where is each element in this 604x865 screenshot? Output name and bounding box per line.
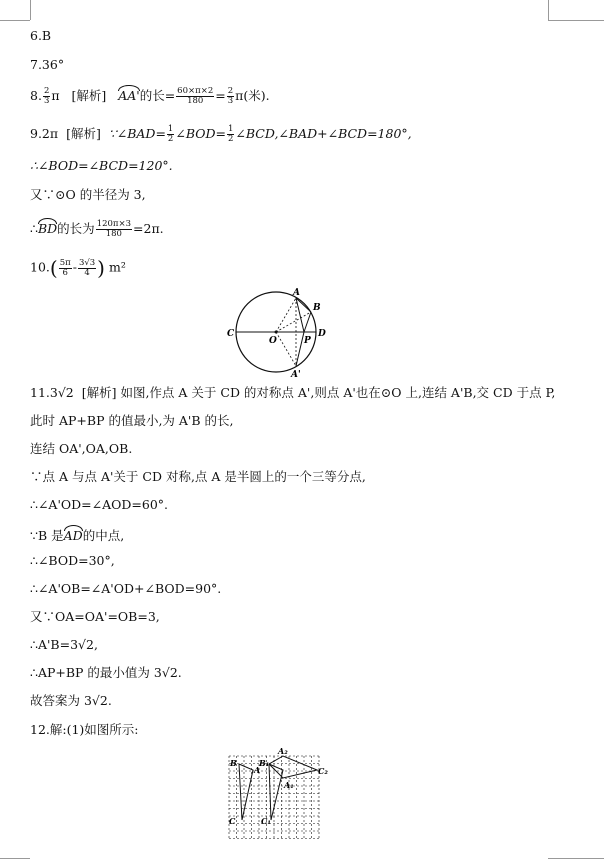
- crop-mark-top-left-v: [30, 0, 31, 20]
- answer-9-step-4: ∴BD的长为 $\frac{120\pi\times 3}{180}$ =2π.: [30, 219, 164, 239]
- grid-figure: [225, 748, 335, 848]
- circle-figure: [226, 288, 336, 378]
- label-C1: C₁: [261, 816, 271, 826]
- answer-11-step-7: ∴∠BOD=30°,: [30, 553, 115, 568]
- answer-7: 7.36°: [30, 57, 65, 72]
- answer-9-step-2: ∴∠BOD=∠BCD=120°.: [30, 158, 173, 173]
- answer-8: 8. $\frac{2}{3}$ π [解析] AA'的长= $\frac{60\times\pi\times 2}{180}$ = $\frac{2}{3}$ π(米).: [30, 86, 270, 106]
- answer-9-step-3: 又∵⊙O 的半径为 3,: [30, 187, 146, 202]
- crop-mark-top-right-v: [548, 0, 549, 20]
- answer-6: 6.B: [30, 28, 52, 43]
- label-Aprime: A': [291, 370, 301, 378]
- answer-11-step-5: ∴∠A'OD=∠AOD=60°.: [30, 497, 169, 512]
- label-P: P: [304, 336, 311, 346]
- answer-11: 11.3√2 [解析] 如图,作点 A 关于 CD 的对称点 A',则点 A'也在⊙O 上,连结 A'B,交 CD 于点 P,: [30, 385, 556, 400]
- answer-10: 10.( $\frac{5\pi}{6}$ - $\frac{3√3}{4}$ ) m²: [30, 256, 126, 280]
- answer-11-step-3: 连结 OA',OA,OB.: [30, 441, 133, 456]
- answer-11-step-8: ∴∠A'OB=∠A'OD+∠BOD=90°.: [30, 581, 222, 596]
- label-C: C: [227, 329, 235, 339]
- crop-mark-bottom-right: [548, 858, 604, 859]
- label-A1: A₁: [284, 780, 294, 790]
- answer-12: 12.解:(1)如图所示:: [30, 722, 139, 737]
- answer-11-step-2: 此时 AP+BP 的值最小,为 A'B 的长,: [30, 413, 234, 428]
- answer-9: 9.2π [解析] ∵∠BAD= $\frac{1}{2}$ ∠BOD= $\frac{1}{2}$ ∠BCD,∠BAD+∠BCD=180°,: [30, 124, 412, 144]
- answer-11-step-11: ∴AP+BP 的最小值为 3√2.: [30, 665, 182, 680]
- answer-11-step-10: ∴A'B=3√2,: [30, 637, 98, 652]
- label-C2: C₂: [318, 766, 328, 776]
- answer-11-step-6: ∵B 是AD的中点,: [30, 525, 124, 544]
- label-D: D: [318, 329, 326, 339]
- label-C: C: [229, 816, 236, 826]
- crop-mark-bottom-left: [0, 858, 30, 859]
- label-B1: B₁: [259, 758, 270, 768]
- answer-11-step-9: 又∵OA=OA'=OB=3,: [30, 609, 160, 624]
- crop-mark-top-left: [0, 20, 30, 21]
- label-O: O: [269, 336, 277, 346]
- crop-mark-top-right: [548, 20, 604, 21]
- label-A: A: [254, 765, 261, 775]
- label-A2: A₂: [278, 748, 288, 756]
- label-A: A: [293, 288, 300, 298]
- label-B: B: [313, 303, 321, 313]
- label-B: B: [230, 758, 237, 768]
- answer-11-step-12: 故答案为 3√2.: [30, 693, 112, 708]
- answer-11-step-4: ∵点 A 与点 A'关于 CD 对称,点 A 是半圆上的一个三等分点,: [30, 469, 366, 484]
